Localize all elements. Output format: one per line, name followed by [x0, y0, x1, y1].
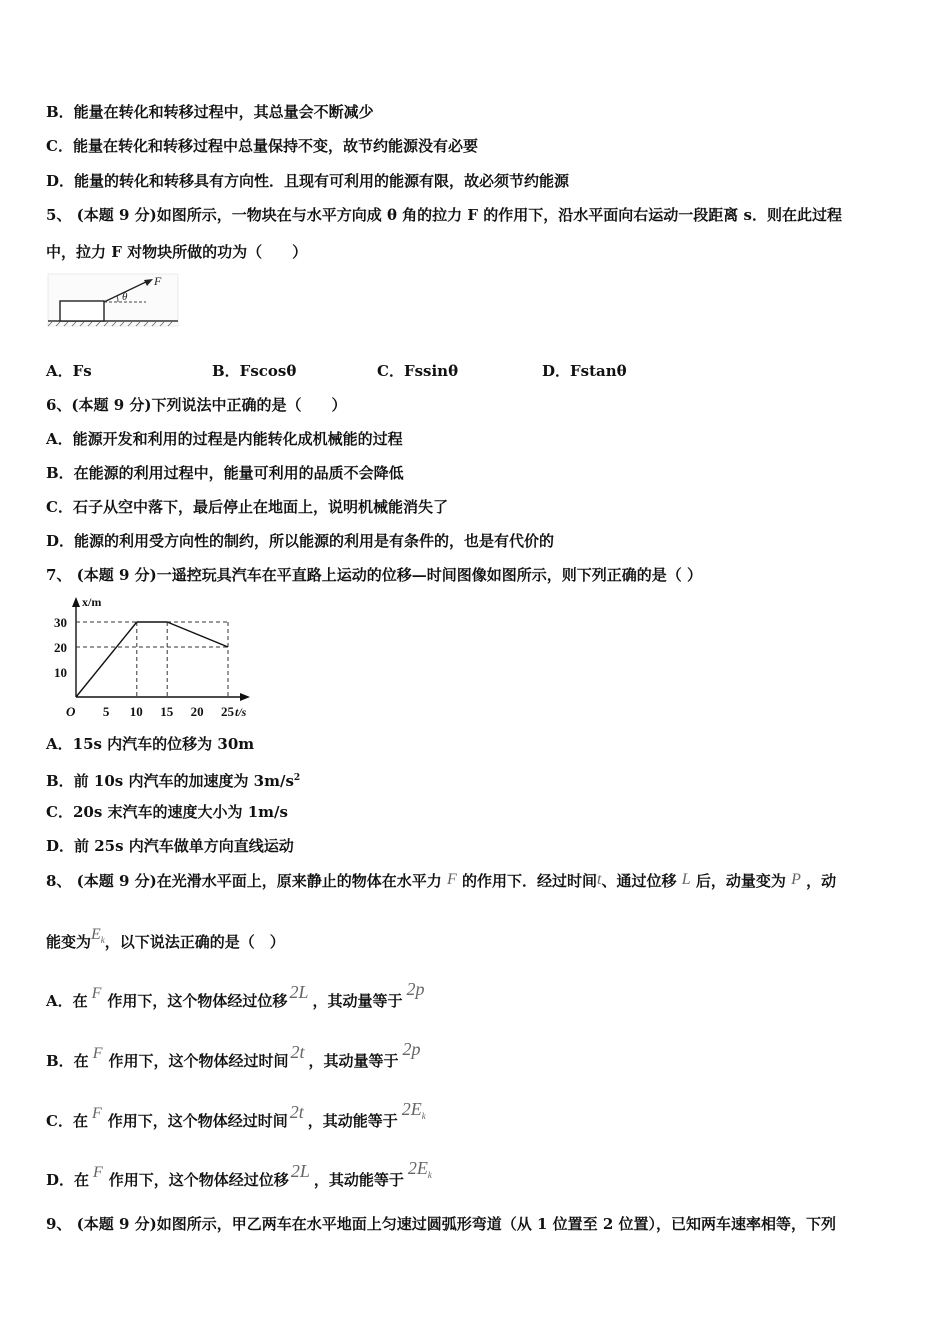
option-middle: 作用下，这个物体经过位移	[107, 992, 288, 1010]
q8-option-d	[46, 1158, 432, 1192]
q8-sym-E: E	[91, 926, 101, 943]
condition-symbol: 2L	[290, 1161, 310, 1181]
q6-option-d: D．能源的利用受方向性的制约，所以能源的利用是有条件的，也是有代价的	[46, 532, 555, 550]
q4-option-c: C．能量在转化和转移过程中总量保持不变，故节约能源没有必要	[46, 137, 478, 155]
y-axis-arrow	[72, 597, 80, 607]
y-axis-label: x/m	[82, 595, 102, 609]
condition-symbol: 2t	[290, 1042, 305, 1062]
q8-stem-line2	[46, 926, 285, 954]
q5-option-c: C．Fssinθ	[377, 362, 459, 380]
value-text: 2p	[402, 1039, 421, 1059]
q7-stem: 7、 (本题 9 分)一遥控玩具汽车在平直路上运动的位移—时间图像如图所示，则下列正确的是（ ）	[46, 566, 702, 584]
angle-label: θ	[122, 291, 128, 303]
q8-line1-b: 的作用下．经过时间	[462, 872, 598, 890]
force-symbol: F	[91, 1105, 102, 1122]
value-symbol	[408, 1158, 432, 1178]
q8-option-a	[46, 979, 425, 1012]
y-tick-label: 10	[54, 665, 67, 680]
q6-option-b: B．在能源的利用过程中，能量可利用的品质不会降低	[46, 464, 404, 482]
q7-option-a: A．15s 内汽车的位移为 30m	[46, 735, 255, 753]
q8-stem-line1	[46, 871, 836, 892]
force-symbol: F	[91, 985, 102, 1002]
value-symbol	[402, 1099, 426, 1119]
option-middle: 作用下，这个物体经过时间	[107, 1112, 288, 1130]
q8-sym-t: t	[597, 871, 602, 888]
q5-options	[46, 361, 926, 381]
value-subscript: k	[421, 1111, 426, 1121]
q7-option-b-sup: 2	[293, 773, 301, 783]
q7-option-c: C．20s 末汽车的速度大小为 1m/s	[46, 803, 288, 821]
value-text: 2E	[407, 1158, 428, 1178]
value-symbol	[403, 1039, 421, 1059]
q7-option-b	[46, 768, 300, 791]
q6-stem: 6、(本题 9 分)下列说法中正确的是（ ）	[46, 396, 347, 414]
q8-line1-a: 8、 (本题 9 分)在光滑水平面上，原来静止的物体在水平力	[46, 872, 442, 890]
option-post: ，其动量等于	[312, 992, 403, 1010]
force-label: F	[154, 274, 162, 288]
block	[60, 301, 104, 321]
x-tick-label: 25	[221, 704, 234, 719]
q7-option-b-text: B．前 10s 内汽车的加速度为 3m/s	[46, 772, 294, 790]
q5-option-a: A．Fs	[46, 362, 92, 380]
option-post: ，其动能等于	[313, 1171, 404, 1189]
q8-sym-k: k	[100, 935, 105, 945]
x-tick-label: 15	[160, 704, 174, 719]
q5-option-d: D．Fstanθ	[542, 362, 627, 380]
option-prefix: D．在	[46, 1171, 90, 1189]
q4-option-d: D．能量的转化和转移具有方向性．且现有可利用的能源有限，故必须节约能源	[46, 172, 570, 190]
x-axis-label: t/s	[235, 705, 247, 719]
y-tick-label: 30	[54, 615, 67, 630]
q7-option-d: D．前 25s 内汽车做单方向直线运动	[46, 837, 294, 855]
option-prefix: B．在	[46, 1052, 89, 1070]
q8-option-c	[46, 1099, 426, 1133]
q4-option-b: B．能量在转化和转移过程中，其总量会不断减少	[46, 103, 374, 121]
x-axis-arrow	[240, 693, 250, 701]
q8-sym-F: F	[446, 871, 457, 888]
q8-line2-b: ，以下说法正确的是（ ）	[104, 933, 285, 951]
q5-option-b: B．Fscosθ	[212, 362, 297, 380]
q5-stem-line2: 中，拉力 F 对物块所做的功为（ ）	[46, 243, 308, 261]
value-subscript: k	[427, 1170, 432, 1180]
q9-stem-line1: 9、 (本题 9 分)如图所示，甲乙两车在水平地面上匀速过圆弧形弯道（从 1 位置至 2 位置），已知两车速率相等，下列	[46, 1215, 837, 1233]
origin-label: O	[66, 704, 76, 719]
value-symbol	[406, 979, 424, 999]
option-middle: 作用下，这个物体经过时间	[108, 1052, 289, 1070]
q8-line1-c: 、通过位移	[601, 872, 677, 890]
q8-line1-d: 后，动量变为	[695, 872, 786, 890]
q8-sym-P: P	[791, 871, 801, 888]
condition-symbol: 2L	[289, 982, 309, 1002]
q7-xt-graph	[46, 592, 258, 722]
series-segment	[76, 622, 137, 697]
option-post: ，其动能等于	[307, 1112, 398, 1130]
x-tick-label: 10	[129, 704, 143, 719]
q6-option-a: A．能源开发和利用的过程是内能转化成机械能的过程	[46, 430, 403, 448]
force-symbol: F	[93, 1164, 103, 1181]
option-prefix: A．在	[46, 992, 88, 1010]
q5-stem-line1: 5、 (本题 9 分)如图所示，一物块在与水平方向成 θ 角的拉力 F 的作用下，沿水平面向右运动一段距离 s．则在此过程	[46, 206, 842, 224]
option-post: ，其动量等于	[308, 1052, 399, 1070]
x-tick-label: 20	[190, 704, 204, 719]
q8-sym-L: L	[681, 871, 691, 888]
value-text: 2p	[406, 979, 425, 999]
q8-option-b	[46, 1039, 421, 1072]
q8-line2-a: 能变为	[46, 933, 92, 951]
value-text: 2E	[401, 1099, 422, 1119]
option-prefix: C．在	[46, 1112, 88, 1130]
option-middle: 作用下，这个物体经过位移	[108, 1171, 289, 1189]
x-tick-label: 5	[102, 704, 110, 719]
force-symbol: F	[92, 1045, 103, 1062]
q8-line1-e: ，动	[806, 872, 837, 890]
y-tick-label: 20	[54, 640, 67, 655]
series-segment	[167, 622, 228, 647]
q5-figure-block-force	[46, 272, 180, 328]
q6-option-c: C．石子从空中落下，最后停止在地面上，说明机械能消失了	[46, 498, 448, 516]
q8-sym-Ek	[91, 926, 105, 943]
condition-symbol: 2t	[289, 1102, 304, 1122]
